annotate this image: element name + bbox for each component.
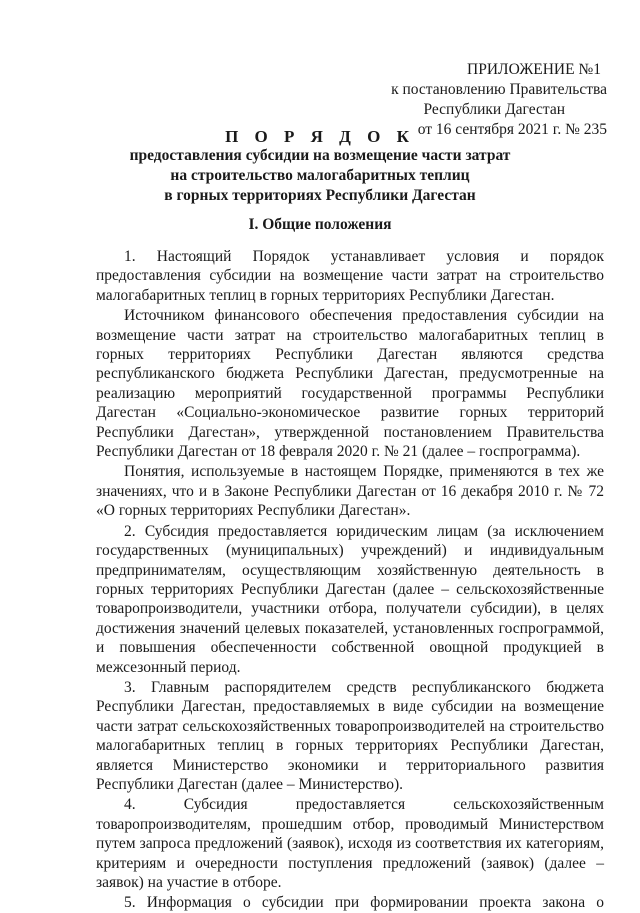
subtitle-line: в горных территориях Республики Дагестан: [164, 187, 476, 204]
attachment-resolution: к постановлению Правительства: [391, 81, 607, 98]
subtitle-line: на строительство малогабаритных теплиц: [170, 167, 470, 184]
paragraph: 2. Субсидия предоставляется юридическим лицам (за исключением государственных (муниципальных) учреждений) и индивидуальным предпринимателям, осуществляющим хозяйственную деятельность в горных территориях Республики Дагестан (далее – сельскохозяйственные товаропроизводители, участники отбора, получатели субсидии), в целях достижения значений целевых показателей, установленных госпрограммой, и повышения обеспеченности собственной овощной продукцией в межсезонный период.: [96, 522, 604, 676]
paragraph: 4. Субсидия предоставляется сельскохозяйственным товаропроизводителям, прошедшим отбор, проводимый Министерством путем запроса предложений (заявок), исходя из соответствия их категориям, критериям и очередности поступления предложений (заявок) (далее – заявок) на участие в отборе.: [96, 796, 604, 891]
attachment-date: от 16 сентября 2021 г. № 235: [417, 121, 607, 138]
attachment-number: ПРИЛОЖЕНИЕ №1: [467, 61, 601, 78]
subtitle-line: предоставления субсидии на возмещение части затрат: [129, 147, 511, 164]
paragraph: 5. Информация о субсидии при формировании проекта закона о: [124, 894, 604, 912]
document-subtitle: [0, 146, 640, 206]
document-title: П О Р Я Д О К: [225, 127, 415, 146]
paragraph: 3. Главным распорядителем средств республиканского бюджета Республики Дагестан, предоставляемых в виде субсидии на возмещение части затрат сельскохозяйственных товаропроизводителей на строительство малогабаритных теплиц в горных территориях Республики Дагестан, является Министерство экономики и территориального развития Республики Дагестан (далее – Министерство).: [96, 678, 604, 793]
paragraph: Понятия, используемые в настоящем Порядке, применяются в тех же значениях, что и в Законе Республики Дагестан от 16 декабря 2010 г. № 72 «О горных территориях Республики Дагестан».: [96, 463, 604, 520]
attachment-republic: Республики Дагестан: [423, 101, 565, 118]
document-body: [96, 247, 604, 913]
section-heading: I. Общие положения: [248, 216, 392, 233]
paragraph: Источником финансового обеспечения предоставления субсидии на возмещение части затрат на строительство малогабаритных теплиц в горных территориях Республики Дагестан являются средства республиканского бюджета Республики Дагестан, предусмотренные на реализацию мероприятий государственной программы Республики Дагестан «Социально-экономическое развитие горных территорий Республики Дагестан», утвержденной постановлением Правительства Республики Дагестан от 18 февраля 2020 г. № 21 (далее – госпрограмма).: [96, 307, 604, 461]
paragraph: 1. Настоящий Порядок устанавливает условия и порядок предоставления субсидии на возмещение части затрат на строительство малогабаритных теплиц в горных территориях Республики Дагестан.: [96, 248, 604, 304]
